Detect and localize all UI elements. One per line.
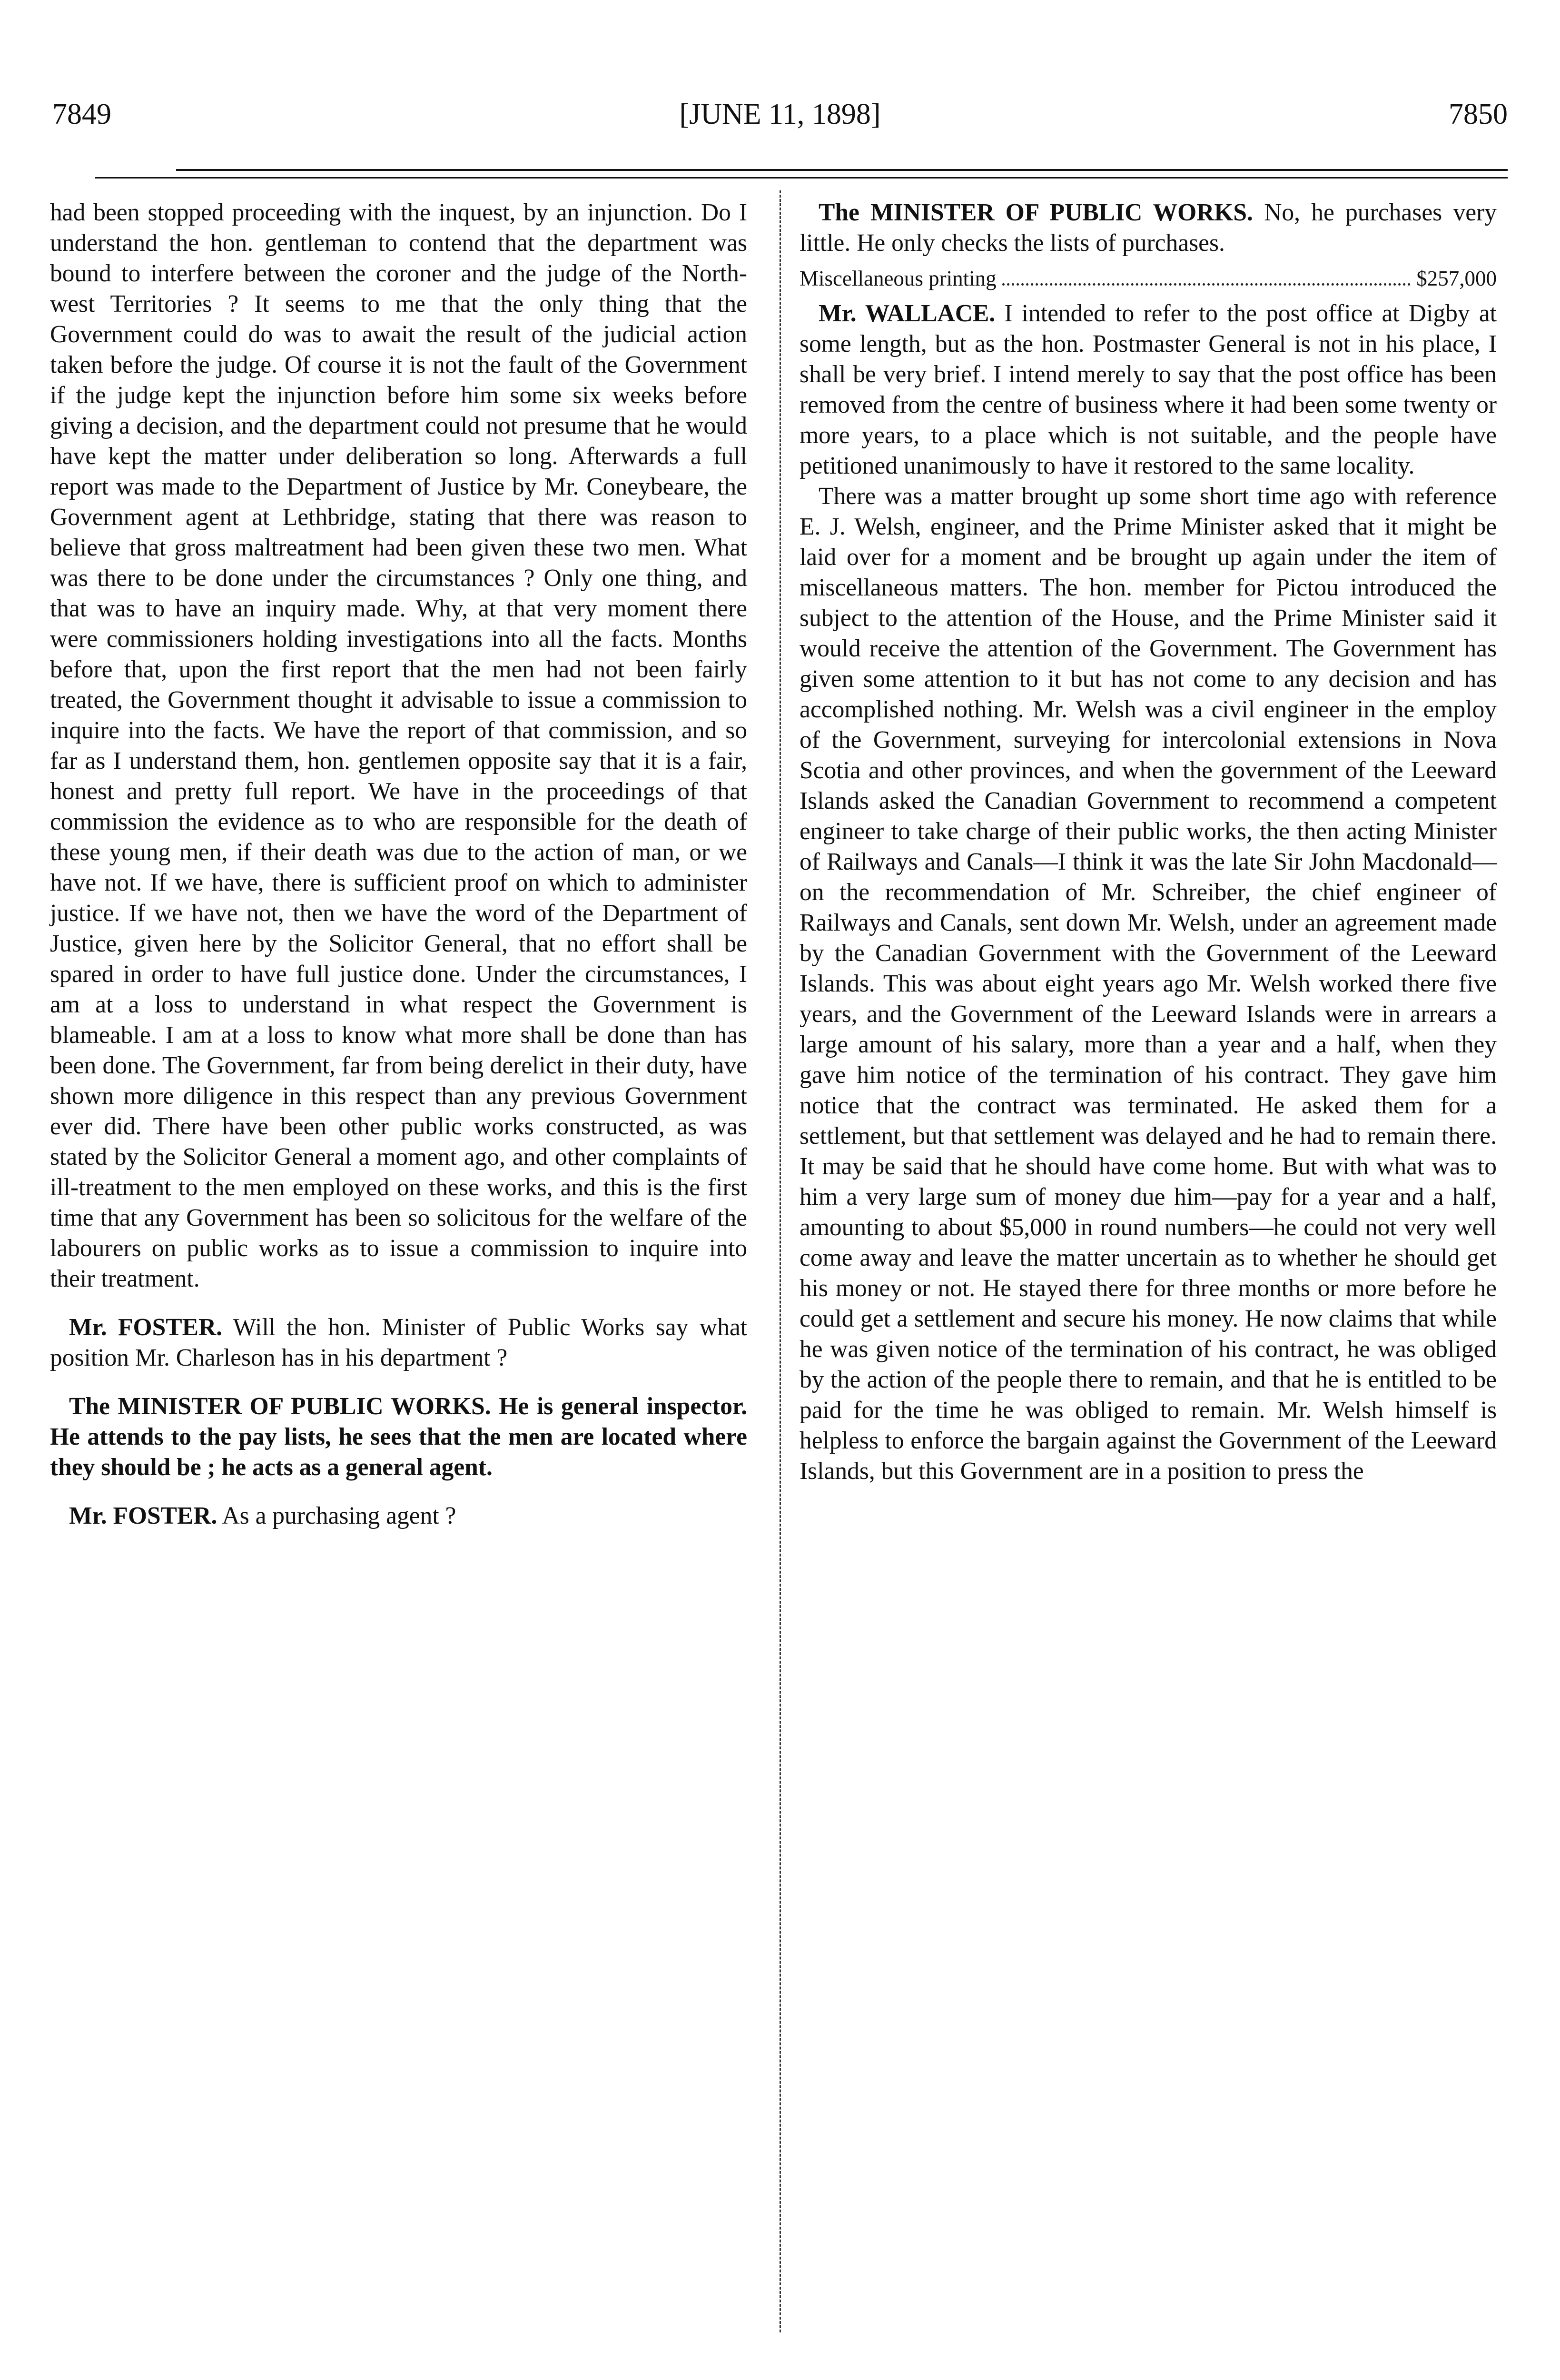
estimate-item-label: Miscellaneous printing: [800, 267, 997, 290]
speaker-name: The MINISTER OF PUBLIC WORKS.: [69, 1393, 491, 1420]
left-paragraph-1: had been stopped proceeding with the inquest, by an injunction. Do I understand the hon. gentleman to contend that the department was bound to interfere between the coroner and the judge of the North-west Territories ? It seems to me that the only thing that the Government could do was to await the result of the judicial action taken before the judge. Of course it is not the fault of the Government if the judge kept the injunction before him some six weeks before giving a decision, and the department could not presume that he would have kept the matter under deliberation so long. Afterwards a full report was made to the Department of Justice by Mr. Coneybeare, the Government agent at Lethbridge, stating that there was reason to believe that gross maltreatment had been given these two men. What was there to be done under the circumstances ? Only one thing, and that was to have an inquiry made. Why, at that very moment there were commissioners holding investigations into all the facts. Months before that, upon the first report that the men had not been fairly treated, the Government thought it advisable to issue a commission to inquire into the facts. We have the report of that commission, and so far as I understand them, hon. gentlemen opposite say that it is a fair, honest and pretty full report. We have in the proceedings of that commission the evidence as to who are responsible for the death of these young men, if their death was due to the action of man, or we have not. If we have, there is sufficient proof on which to administer justice. If we have not, then we have the word of the Department of Justice, given here by the Solicitor General, that no effort shall be spared in order to have full justice done. Under the circumstances, I am at a loss to understand in what respect the Government is blameable. I am at a loss to know what more shall be done than has been done. The Government, far from being derelict in their duty, have shown more diligence in this respect than any previous Government ever did. There have been other public works constructed, as was stated by the Solicitor General a moment ago, and other complaints of ill-treatment to the men employed on these works, and this is the first time that any Government has been so solicitous for the welfare of the labourers on public works as to issue a commission to inquire into their treatment.: [50, 199, 747, 1292]
page-header: [52, 93, 1508, 136]
right-column: [800, 198, 1497, 1487]
right-paragraph-3: There was a matter brought up some short time ago with reference E. J. Welsh, engineer, and the Prime Minister asked that it might be laid over for a moment and be brought up again under the item of miscellaneous matters. The hon. member for Pictou introduced the subject to the attention of the House, and the Prime Minister said it would receive the attention of the Government. The Government has given some attention to it but has not come to any decision and has accomplished nothing. Mr. Welsh was a civil engineer in the employ of the Government, surveying for intercolonial extensions in Nova Scotia and other provinces, and when the government of the Leeward Islands asked the Canadian Government to recommend a competent engineer to take charge of their public works, the then acting Minister of Railways and Canals—I think it was the late Sir John Macdonald—on the recommendation of Mr. Schreiber, the chief engineer of Railways and Canals, sent down Mr. Welsh, under an agreement made by the Canadian Government with the Government of the Leeward Islands. This was about eight years ago Mr. Welsh worked there five years, and the Government of the Leeward Islands were in arrears a large amount of his salary, more than a year and a half, when they gave him notice of the termination of his contract. They gave him notice that the contract was terminated. He asked them for a settlement, but that settlement was delayed and he had to remain there. It may be said that he should have come home. But with what was to him a very large sum of money due him—pay for a year and a half, amounting to about $5,000 in round numbers—he could not very well come away and leave the matter uncertain as to whether he should get his money or not. He stayed there for three months or more before he could get a settlement and secure his money. He now claims that while he was given notice of the termination of his contract, he was obliged by the action of the people there to remain, and that he is entitled to be paid for the time he was obliged to remain. Mr. Welsh himself is helpless to enforce the bargain against the Government of the Leeward Islands, but this Government are in a position to press the: [800, 483, 1497, 1485]
right-paragraph-1: [800, 198, 1497, 258]
column-divider: [780, 190, 781, 2332]
header-rule-bottom: [95, 177, 1508, 178]
speech-text: I intended to refer to the post office at Digby at some length, but as the hon. Postmaster General is not in his place, I shall be very brief. I intend merely to say that the post office has been removed from the centre of business where it had been some twenty or more years, to a place which is not suitable, and the people have petitioned unanimously to have it restored to the same locality.: [800, 300, 1497, 479]
header-rule-top: [176, 169, 1508, 171]
speaker-name: Mr. FOSTER.: [69, 1314, 223, 1341]
right-page-number: 7850: [1449, 98, 1508, 130]
left-paragraph-3: [50, 1391, 747, 1483]
estimate-item-amount: $257,000: [1416, 267, 1497, 290]
speaker-name: Mr. FOSTER.: [69, 1502, 217, 1529]
speech-text: No, he purchases very little. He only checks the lists of purchases.: [800, 199, 1497, 257]
left-paragraph-2: [50, 1312, 747, 1373]
left-column: [50, 198, 747, 1531]
speaker-name: Mr. WALLACE.: [819, 300, 996, 327]
speech-text: As a purchasing agent ?: [222, 1502, 456, 1529]
speaker-name: The MINISTER OF PUBLIC WORKS.: [819, 199, 1253, 226]
header-date: [JUNE 11, 1898]: [679, 98, 881, 130]
leader-dots: [1002, 283, 1411, 286]
estimate-item: [800, 263, 1497, 294]
speech-text: Will the hon. Minister of Public Works say what position Mr. Charleson has in his department ?: [50, 1314, 747, 1371]
left-page-number: 7849: [52, 98, 111, 130]
right-paragraph-2: [800, 298, 1497, 481]
speech-text: He is general inspector. He attends to the pay lists, he sees that the men are located where they should be ; he acts as a general agent.: [50, 1393, 748, 1481]
left-paragraph-4: [50, 1501, 747, 1531]
